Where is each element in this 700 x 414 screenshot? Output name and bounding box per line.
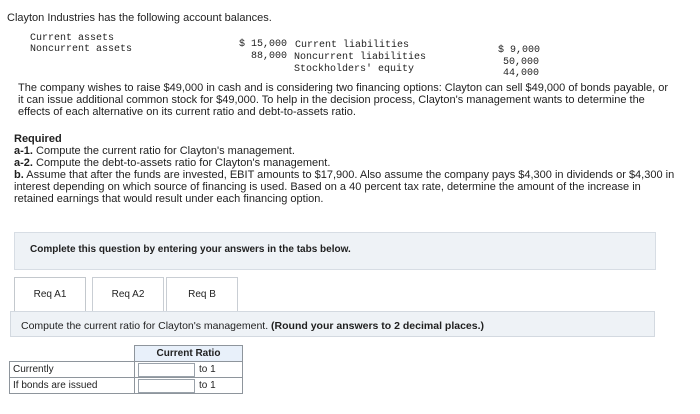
prompt-main: Compute the current ratio for Clayton's management. (21, 320, 269, 332)
required-heading: Required (14, 133, 62, 145)
requirement-text: retained earnings that would result under each financing option. (14, 193, 324, 205)
requirement-a2 (14, 157, 698, 169)
instructions-text: Complete this question by entering your answers in the tabs below. (30, 244, 351, 255)
tab-label: Req B (188, 289, 216, 300)
balance-label: Noncurrent assets (30, 44, 133, 55)
current-ratio-bonds-input[interactable] (138, 379, 195, 393)
balance-label: Noncurrent liabilities (294, 52, 427, 63)
requirement-a1 (14, 145, 698, 157)
table-row (10, 378, 243, 394)
balance-amount: 44,000 (503, 68, 540, 79)
account-balances (0, 30, 700, 80)
row-label: Currently (10, 362, 135, 378)
balance-label: Current assets (30, 33, 115, 44)
prompt-note: (Round your answers to 2 decimal places.) (271, 320, 485, 332)
tab-label: Req A1 (33, 289, 67, 300)
description-line: it can issue additional common stock for $49,000. To help in the decision process, Clayton's management wants to determine the (18, 94, 645, 106)
requirement-label: b. (14, 169, 24, 181)
requirement-label: a-2. (14, 157, 33, 169)
description-line: The company wishes to raise $49,000 in cash and is considering two financing options: Clayton can sell $49,000 of bonds payable, or (18, 82, 669, 94)
intro-text: Clayton Industries has the following account balances. (7, 12, 272, 24)
answer-table (9, 345, 243, 394)
column-header: Current Ratio (135, 346, 243, 362)
empty-header-cell (10, 346, 135, 362)
required-section (14, 133, 698, 205)
requirement-text: Compute the debt-to-assets ratio for Clayton's management. (36, 157, 331, 169)
ratio-suffix: to 1 (199, 364, 216, 375)
description-line: effects of each alternative on its current ratio and debt-to-assets ratio. (18, 106, 356, 118)
answer-cell (135, 378, 243, 394)
balance-amount: 50,000 (503, 57, 540, 68)
tab-req-b[interactable] (166, 277, 238, 312)
row-label: If bonds are issued (10, 378, 135, 394)
requirement-text: Compute the current ratio for Clayton's management. (36, 145, 295, 157)
balance-label: Stockholders' equity (294, 64, 415, 75)
ratio-suffix: to 1 (199, 380, 216, 391)
question-prompt (21, 320, 484, 332)
balance-amount: $ 15,000 (239, 39, 288, 50)
tab-req-a1[interactable] (14, 277, 86, 312)
balance-amount: 88,000 (251, 51, 288, 62)
requirement-text: Assume that after the funds are invested, EBIT amounts to $17,900. Also assume the company pays $4,300 in dividends or $4,300 in (26, 169, 675, 181)
requirement-b (14, 169, 698, 181)
requirement-label: a-1. (14, 145, 33, 157)
tab-label: Req A2 (111, 289, 145, 300)
table-header-row (10, 346, 243, 362)
balance-label: Current liabilities (295, 40, 410, 51)
answer-cell (135, 362, 243, 378)
balance-amount: $ 9,000 (498, 45, 541, 56)
instructions-panel (14, 232, 656, 270)
requirement-text: interest depending on which source of financing is used. Based on a 40 percent tax rate, determine the amount of the increase in (14, 181, 641, 193)
table-row (10, 362, 243, 378)
current-ratio-currently-input[interactable] (138, 363, 195, 377)
tab-req-a2[interactable] (92, 277, 164, 312)
question-prompt-panel (10, 311, 655, 337)
problem-description (18, 82, 698, 118)
